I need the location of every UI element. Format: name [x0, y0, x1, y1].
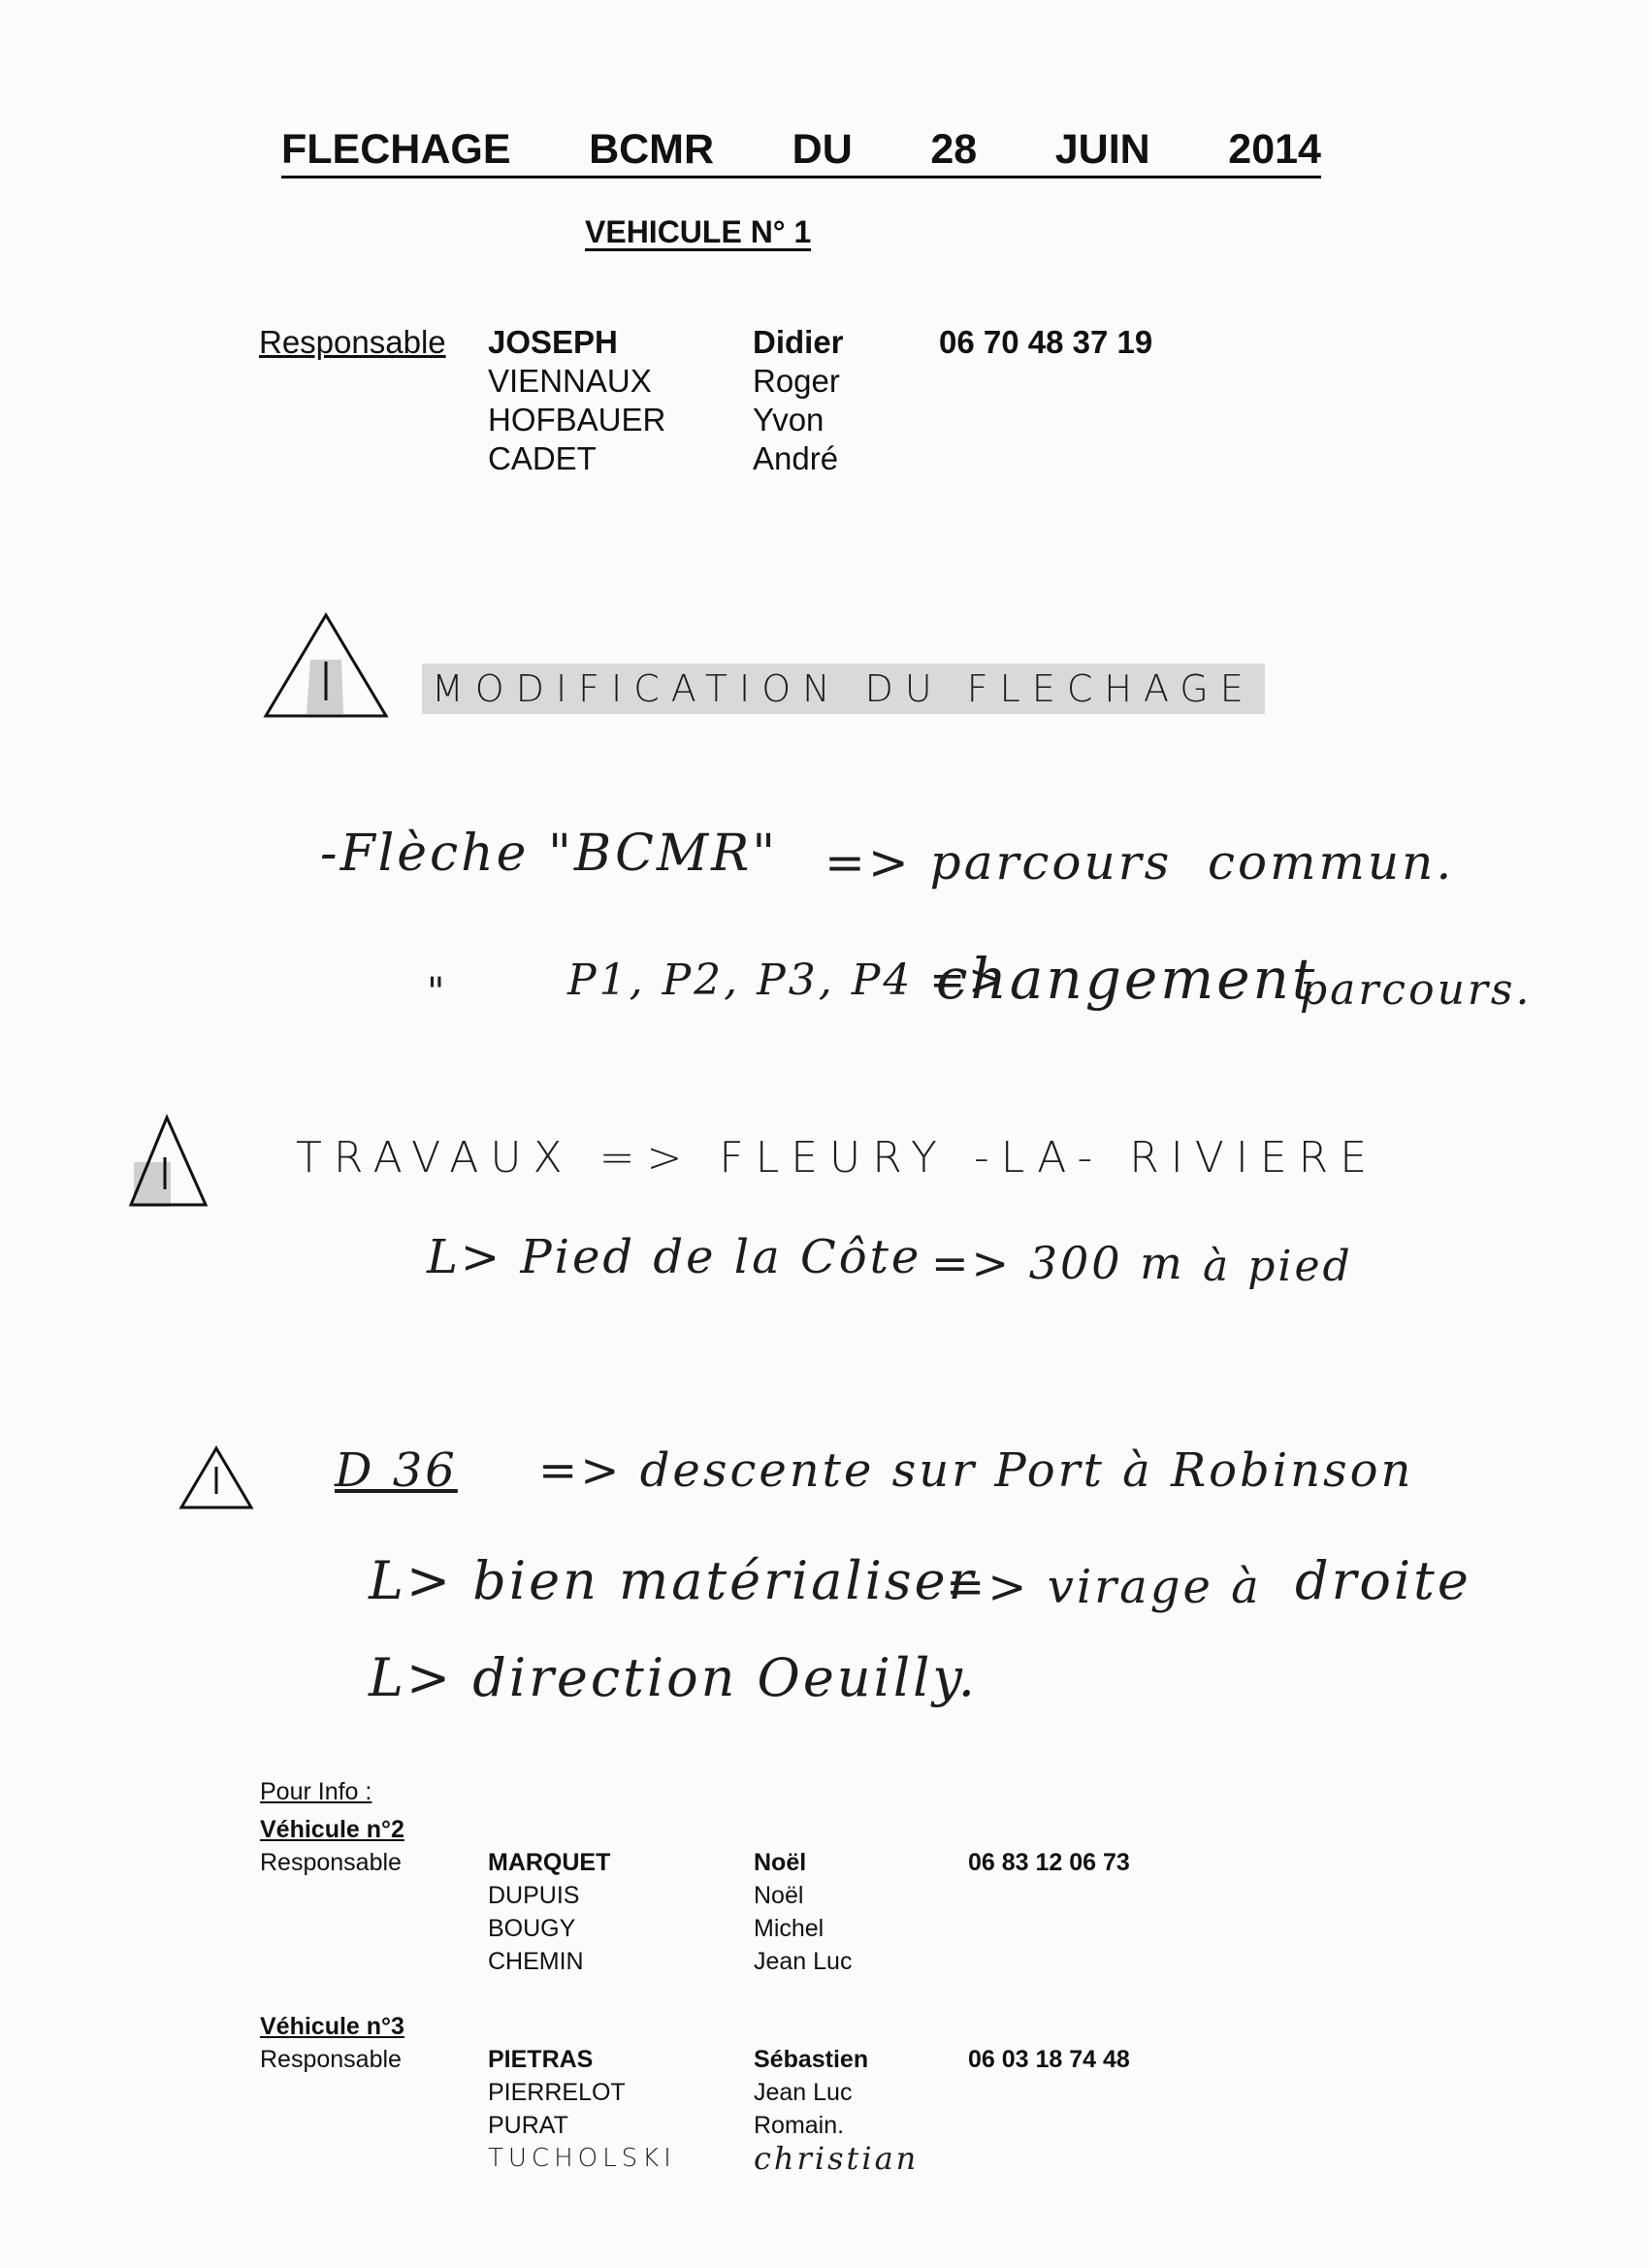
- note-line: parcours.: [1300, 965, 1533, 1015]
- vehicle2-phone: 06 83 12 06 73: [968, 1849, 1130, 1876]
- warning-triangle-icon: [262, 611, 390, 720]
- warning-triangle-icon: [128, 1114, 208, 1209]
- member-last-name: VIENNAUX: [488, 363, 652, 399]
- member-first-name: Romain.: [754, 2112, 845, 2139]
- member-last-name: CHEMIN: [488, 1948, 584, 1975]
- title-word: BCMR: [589, 126, 715, 173]
- member-first-name: Noël: [754, 1849, 807, 1876]
- vehicle3-last-names: [488, 2043, 676, 2175]
- title-word: DU: [792, 126, 853, 173]
- note-line: => 300 m: [931, 1237, 1185, 1289]
- member-first-name: Yvon: [753, 402, 824, 437]
- vehicle3-title: Véhicule n°3: [260, 2013, 404, 2040]
- title-word: 2014: [1228, 126, 1321, 173]
- document-title: [281, 126, 1321, 178]
- team1-first-names: [753, 323, 844, 478]
- member-first-name: Jean Luc: [754, 2079, 853, 2106]
- member-last-name: PIERRELOT: [488, 2079, 626, 2106]
- vehicle2-last-names: [488, 1846, 610, 1978]
- member-first-name: Didier: [753, 324, 844, 360]
- vehicle2-first-names: [754, 1846, 852, 1978]
- note-travaux: TRAVAUX => FLEURY -LA- RIVIERE: [296, 1133, 1379, 1183]
- vehicle2-title: Véhicule n°2: [260, 1816, 404, 1843]
- member-first-name: Roger: [753, 363, 840, 399]
- member-first-name: Jean Luc: [754, 1948, 853, 1975]
- note-line: L> bien matérialiser: [369, 1550, 977, 1611]
- member-last-name: TUCHOLSKI: [488, 2144, 676, 2173]
- responsable-label: Responsable: [259, 324, 446, 360]
- note-line: L> Pied de la Côte: [427, 1230, 922, 1284]
- member-first-name: André: [753, 440, 839, 476]
- member-last-name: JOSEPH: [488, 324, 618, 360]
- member-first-name: christian: [754, 2140, 920, 2177]
- vehicle-heading: VEHICULE N° 1: [585, 214, 812, 249]
- note-line: ": [427, 970, 448, 1015]
- vehicle3-first-names: [754, 2043, 919, 2175]
- member-first-name: Michel: [754, 1915, 824, 1942]
- member-last-name: PIETRAS: [488, 2046, 594, 2073]
- member-last-name: BOUGY: [488, 1915, 576, 1942]
- member-last-name: MARQUET: [488, 1849, 611, 1876]
- member-last-name: DUPUIS: [488, 1882, 580, 1909]
- member-last-name: PURAT: [488, 2112, 568, 2139]
- note-line: => parcours: [824, 834, 1173, 891]
- title-word: JUIN: [1054, 126, 1150, 173]
- title-word: FLECHAGE: [281, 126, 511, 173]
- member-last-name: HOFBAUER: [488, 402, 666, 437]
- note-line: droite: [1295, 1550, 1471, 1611]
- note-line: changement: [936, 946, 1318, 1012]
- note-line: L> direction Oeuilly.: [369, 1647, 978, 1708]
- note-line: commun.: [1208, 834, 1455, 891]
- vehicle2-role: Responsable: [260, 1849, 402, 1876]
- note-line: à pied: [1203, 1242, 1353, 1291]
- note-line: => virage à: [946, 1560, 1262, 1614]
- title-word: 28: [930, 126, 978, 173]
- member-first-name: Noël: [754, 1882, 804, 1909]
- info-label: Pour Info :: [260, 1778, 372, 1805]
- team1-phone: 06 70 48 37 19: [939, 324, 1153, 360]
- vehicle3-role: Responsable: [260, 2046, 402, 2073]
- note-line: => descente sur Port à Robinson: [538, 1443, 1414, 1498]
- member-first-name: Sébastien: [754, 2046, 869, 2073]
- vehicle3-phone: 06 03 18 74 48: [968, 2046, 1130, 2073]
- note-line: D 36: [335, 1443, 458, 1498]
- note-line: P1, P2, P3, P4 =>: [567, 956, 1008, 1005]
- note-line: -Flèche "BCMR": [320, 825, 779, 883]
- note-heading: MODIFICATION DU FLECHAGE: [422, 664, 1265, 714]
- member-last-name: CADET: [488, 440, 597, 476]
- team1-last-names: [488, 323, 665, 478]
- warning-triangle-icon: [179, 1445, 253, 1511]
